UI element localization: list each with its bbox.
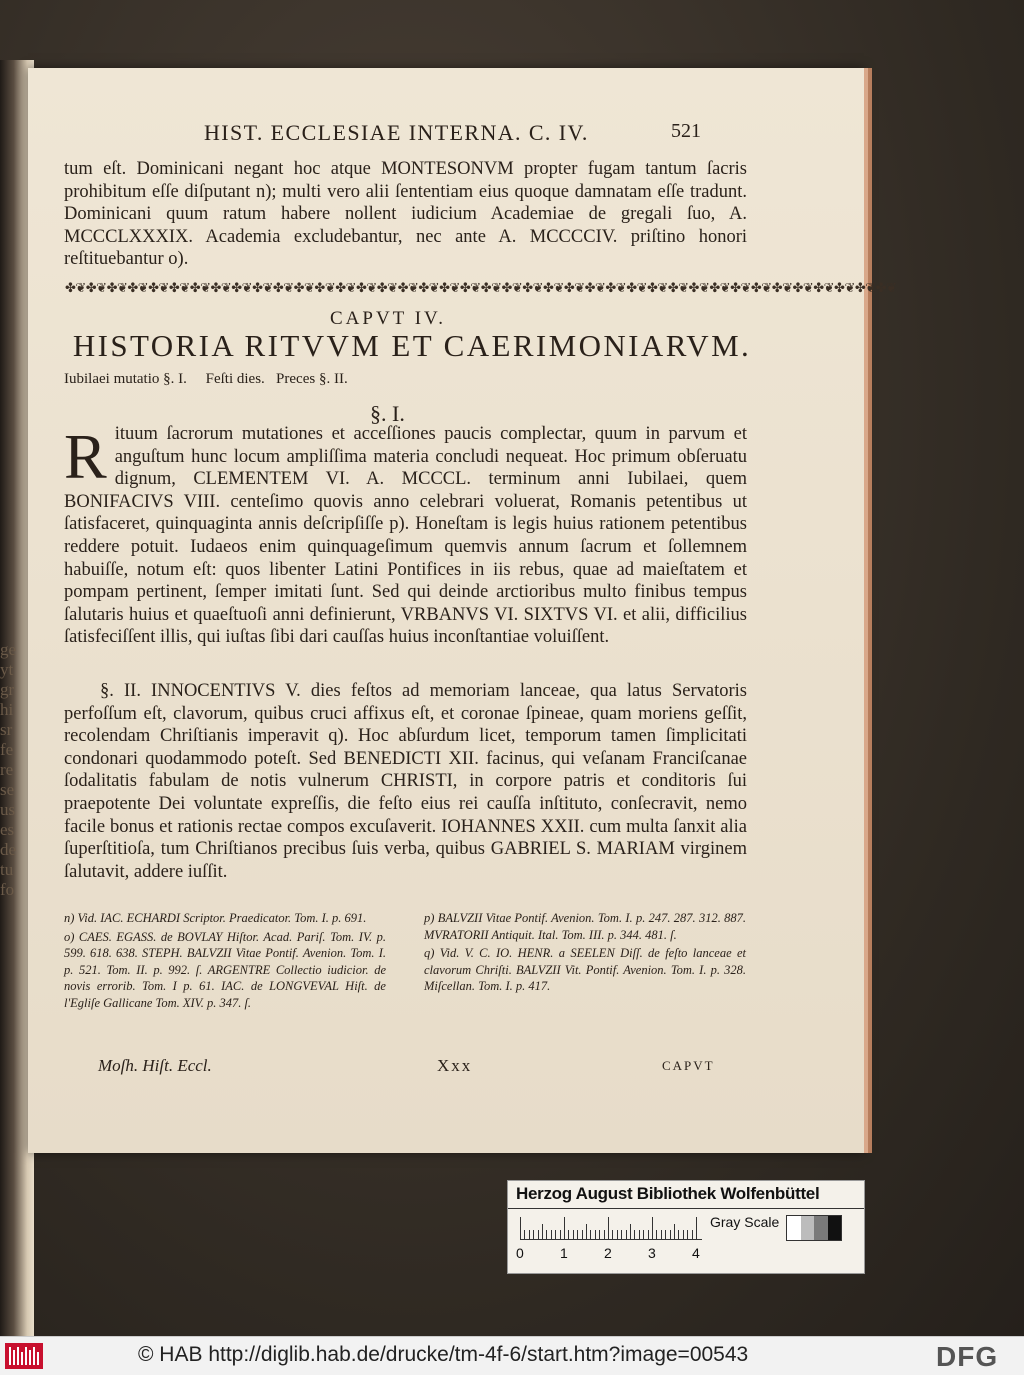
catchword: CAPVT [662, 1058, 715, 1073]
ruler-tick [577, 1230, 578, 1239]
ruler-tick [648, 1230, 649, 1239]
grayscale-swatches [786, 1215, 842, 1241]
footnotes-right-column [424, 910, 746, 997]
grayscale-swatch [801, 1216, 815, 1240]
page-number: 521 [671, 120, 701, 142]
ruler-tick [564, 1217, 565, 1239]
footnote-n: n) Vid. IAC. ECHARDI Scriptor. Praedicator. Tom. I. p. 691. [64, 911, 367, 925]
chapter-label: CAPVT IV. [330, 308, 447, 329]
ruler-tick [696, 1217, 697, 1239]
ruler-tick [678, 1230, 679, 1239]
measurement-ruler [520, 1215, 702, 1240]
ruler-tick [665, 1230, 666, 1239]
ruler-label-2: 2 [604, 1245, 612, 1261]
footnote-o: o) CAES. EGASS. de BOVLAY Hiſtor. Acad. Pariſ. Tom. IV. p. 599. 618. 638. STEPH. BALVZII Vitae Pontif. Avenion. Tom. I. p. 521. Tom. II. p. 992. ſ. ARGENTRE Collectio iudicior. de novis errorib. Tom. I p. 61. IAC. de LONGVEVAL Hiſt. de l'Egliſe Gallicane Tom. XIV. p. 347. ſ. [64, 929, 386, 1010]
ruler-tick [560, 1230, 561, 1239]
ruler-tick [573, 1230, 574, 1239]
color-calibration-card [507, 1180, 865, 1274]
ruler-tick [520, 1217, 521, 1239]
ruler-tick [612, 1230, 613, 1239]
footer-bar [0, 1336, 1024, 1375]
ruler-tick [683, 1230, 684, 1239]
ruler-tick [617, 1230, 618, 1239]
section-1-heading: §. I. [370, 401, 405, 426]
card-divider [508, 1208, 864, 1209]
ruler-tick [652, 1217, 653, 1239]
ruler-tick [674, 1224, 675, 1239]
ruler-tick [568, 1230, 569, 1239]
chapter-title: HISTORIA RITVVM ET CAERIMONIARVM. [72, 328, 752, 363]
grayscale-swatch [828, 1216, 842, 1240]
ruler-tick [608, 1217, 609, 1239]
footnotes-left-column [64, 910, 386, 1013]
printer-signature-label: Moſh. Hiſt. Eccl. [98, 1056, 212, 1075]
ruler-tick [639, 1230, 640, 1239]
source-url-link[interactable]: © HAB http://diglib.hab.de/drucke/tm-4f-6/start.htm?image=00543 [138, 1343, 749, 1366]
section-1-paragraph [64, 423, 747, 649]
book-page [28, 68, 897, 1153]
ruler-tick [524, 1230, 525, 1239]
dfg-logo: DFG [936, 1341, 999, 1372]
hab-logo-icon [5, 1343, 43, 1369]
ruler-tick [599, 1230, 600, 1239]
ruler-tick [656, 1230, 657, 1239]
ruler-tick [586, 1224, 587, 1239]
section-2-paragraph: §. II. INNOCENTIVS V. dies feſtos ad memoriam lanceae, qua latus Servatoris perfoſſum eſt, clavorum, quibus cruci affixus eſt, et coronae ſpineae, quam moriens geſſit, recolendam Chriſtianis imperavit q). Hoc abſurdum licet, temporum tamen ſimplicitati condonari quodammodo poteſt. Sed BENEDICTI XII. facinus, qui veſanam Franciſcanae ſodalitatis fabulam de notis vulnerum CHRISTI, in corpore patris et conditoris ſui praepotente Dei voluntate expreſſis, die feſto eius rei cauſſa inſtituto, conſecravit, nemo facile bonus et rationis rectae compos excuſaverit. IOHANNES XXII. cum multa ſanxit alia ſuperſtitioſa, tum Chriſtianos precibus ſuis verba, quibus GABRIEL S. MARIAM virginem ſalutavit, addere iuſſit. [64, 681, 747, 882]
ruler-tick [582, 1230, 583, 1239]
ruler-tick [595, 1230, 596, 1239]
ruler-tick [590, 1230, 591, 1239]
previous-page-text-fragment: ge yt gr hi sr fe re se us es de tu fo [0, 640, 17, 899]
ruler-tick [661, 1230, 662, 1239]
running-head: HIST. ECCLESIAE INTERNA. C. IV. [204, 120, 589, 145]
ruler-tick [546, 1230, 547, 1239]
ruler-tick [621, 1230, 622, 1239]
footnote-p: p) BALVZII Vitae Pontif. Avenion. Tom. I. p. 247. 287. 312. 887. MVRATORII Antiquit. Ital. Tom. III. p. 344. 481. ſ. [424, 911, 746, 942]
ruler-tick [670, 1230, 671, 1239]
ruler-tick [542, 1224, 543, 1239]
ruler-tick [634, 1230, 635, 1239]
ruler-tick [538, 1230, 539, 1239]
ruler-tick [687, 1230, 688, 1239]
grayscale-swatch [814, 1216, 828, 1240]
ruler-label-0: 0 [516, 1245, 524, 1261]
ruler-label-3: 3 [648, 1245, 656, 1261]
drop-cap: R [64, 421, 107, 492]
ruler-tick [630, 1224, 631, 1239]
ruler-tick [643, 1230, 644, 1239]
ruler-tick [555, 1230, 556, 1239]
ruler-label-1: 1 [560, 1245, 568, 1261]
grayscale-label: Gray Scale [710, 1214, 780, 1230]
ruler-tick [551, 1230, 552, 1239]
ruler-tick [533, 1230, 534, 1239]
ruler-tick [529, 1230, 530, 1239]
ornamental-divider: ✤❦✤❦✤❦✤❦✤❦✤❦✤❦✤❦✤❦✤❦✤❦✤❦✤❦✤❦✤❦✤❦✤❦✤❦✤❦✤❦✤❦✤❦✤❦✤❦✤❦✤❦✤❦✤❦✤❦✤❦✤❦✤❦✤❦✤❦✤❦✤❦✤❦✤❦✤❦✤❦ [65, 280, 897, 295]
ruler-tick [692, 1230, 693, 1239]
library-name: Herzog August Bibliothek Wolfenbüttel [516, 1184, 820, 1203]
footnote-q: q) Vid. V. C. IO. HENR. a SEELEN Diſſ. de feſto lanceae et clavorum Chriſti. BALVZII Vit. Pontif. Avenion. Tom. I. p. 328. Miſcellan. Tom. I. p. 417. [424, 946, 746, 993]
grayscale-swatch [787, 1216, 801, 1240]
ruler-tick [604, 1230, 605, 1239]
ruler-tick [626, 1230, 627, 1239]
top-paragraph: tum eſt. Dominicani negant hoc atque MONTESONVM propter fugam tantum ſacris prohibitum eſſe diſputant n); multi vero alii ſententiam eius quoque damnatam eſſe tradunt. Dominicani quum ratum habere nollent iudicium Academiae de gregali ſuo, A. MCCCLXXXIX. Academia excludebantur, nec ante A. MCCCCIV. priſtino honori reſtituebantur o). [64, 159, 747, 270]
chapter-summary: Iubilaei mutatio §. I. Feſti dies. Preces §. II. [64, 371, 348, 387]
ruler-label-4: 4 [692, 1245, 700, 1261]
signature-mark: Xxx [437, 1056, 473, 1075]
section-1-text: ituum ſacrorum mutationes et acceſſiones paucis complectar, quum in parvum et anguſtum hunc locum ampliſſima materia concludi nequeat. Hoc primum obſeruatu dignum, CLEMENTEM VI. A. MCCCL. terminum anni Iubilaei, quem BONIFACIVS VIII. centeſimo quovis anno celebrari voluerat, Romanis petentibus ut ſatisfaceret, quinquaginta annis deſcripſiſſe p). Honeſtam is legis huius rationem petentibus reddere potuit. Iudaeos enim quinquageſimum quemvis annum ſacrum et ſollemnem habuiſſe, notum eſt: quos libenter Latini Pontifices in iis rebus, quae ad maieſtatem et pompam pertinent, ſemper imitati ſunt. Sed qui deinde arctioribus multo finibus tempus ſalutaris huius et quaeſtuoſi anni definierunt, VRBANVS VI. SIXTVS VI. et alii, difficilius ſatisfeciſſent illis, qui iuſtas ſibi dari cauſſas huius inconſtantiae voluiſſent. [64, 424, 747, 648]
